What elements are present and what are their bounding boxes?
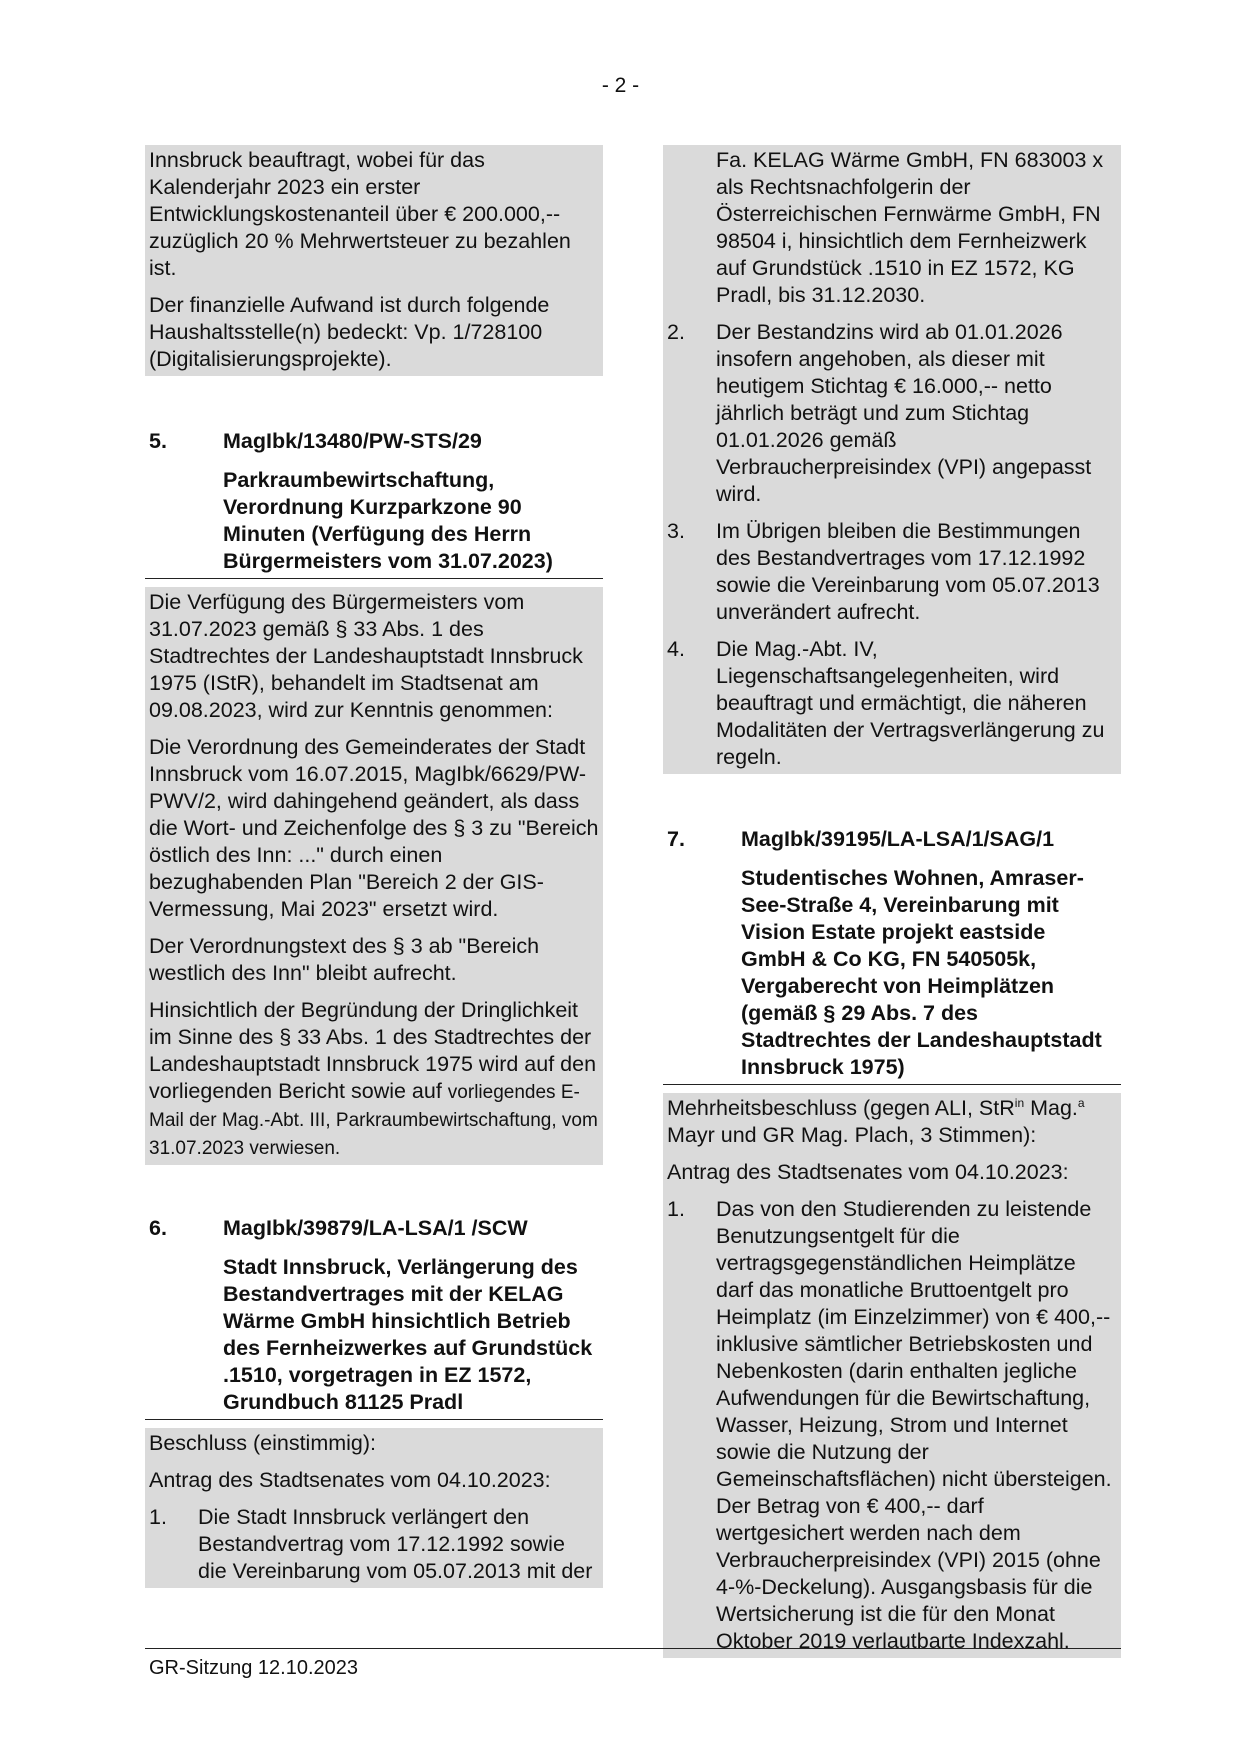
list-item <box>667 636 1117 771</box>
section-5-paragraph-3: Der Verordnungstext des § 3 ab "Bereich westlich des Inn" bleibt aufrecht. <box>149 934 540 985</box>
section-7-antrag: Antrag des Stadtsenates vom 04.10.2023: <box>667 1160 1069 1184</box>
section-6-box <box>145 1428 603 1588</box>
list-item-text: Das von den Studierenden zu leistende Benutzungsentgelt für die vertragsgegenständlichen Heimplätze darf das monatliche Bruttoentgelt pro Heimplatz (im Einzelzimmer) von € 400,-- inklusive sämtlicher Betriebskosten und Nebenkosten (darin enthalten jegliche Aufwendungen für die Bewirtschaftung, Wasser, Heizung, Strom und Internet sowie die Nutzung der Gemeinschaftsflächen) nicht übersteigen. Der Betrag von € 400,-- darf wertgesichert werden nach dem Verbraucherpreisindex (VPI) 2015 (ohne 4-%-Deckelung). Ausgangsbasis für die Wertsicherung ist die für den Monat Oktober 2019 verlautbarte Indexzahl. <box>716 1197 1112 1653</box>
section-5-paragraph-4 <box>149 997 599 1162</box>
section-6-title: Stadt Innsbruck, Verlängerung des Bestandvertrages mit der KELAG Wärme GmbH hinsichtlich Betrieb des Fernheizwerkes auf Grundstück .1510, vorgetragen in EZ 1572, Grundbuch 81125 Pradl <box>223 1255 593 1414</box>
section-7-heading <box>663 826 1121 1081</box>
section-5-paragraph-2: Die Verordnung des Gemeinderates der Stadt Innsbruck vom 16.07.2015, MagIbk/6629/PW-PWV/2, wird dahingehend geändert, als dass die Wort- und Zeichenfolge des § 3 zu "Bereich östlich des Inn: ..." durch einen bezughabenden Plan "Bereich 2 der GIS-Vermessung, Mai 2023" ersetzt wird. <box>149 735 599 921</box>
list-item-number: 1. <box>667 1197 685 1221</box>
list-item <box>667 518 1117 626</box>
list-item <box>667 319 1117 508</box>
intro-paragraph-1: Innsbruck beauftragt, wobei für das Kalenderjahr 2023 ein erster Entwicklungskostenanteil über € 200.000,-- zuzüglich 20 % Mehrwertsteuer zu bezahlen ist. <box>149 148 571 280</box>
list-item-text: Fa. KELAG Wärme GmbH, FN 683003 x als Rechtsnachfolgerin der Österreichischen Fernwärme GmbH, FN 98504 i, hinsichtlich dem Fernheizwerk auf Grundstück .1510 in EZ 1572, KG Pradl, bis 31.12.2030. <box>716 148 1104 307</box>
section-5-paragraph-1: Die Verfügung des Bürgermeisters vom 31.07.2023 gemäß § 33 Abs. 1 des Stadtrechtes der Landeshauptstadt Innsbruck 1975 (IStR), behandelt im Stadtsenat am 09.08.2023, wird zur Kenntnis genommen: <box>149 590 583 722</box>
section-6-number: 6. <box>149 1216 167 1240</box>
section-5-heading <box>145 428 603 575</box>
section-5-number: 5. <box>149 429 167 453</box>
right-column <box>663 145 1121 1658</box>
section-7-rule <box>663 1084 1121 1085</box>
list-item-continuation <box>667 147 1117 309</box>
list-item <box>149 1504 599 1585</box>
section-5-rule <box>145 578 603 579</box>
section-7-box <box>663 1093 1121 1658</box>
section-5-paragraph-4-reference: vorliegendes E-Mail der Mag.-Abt. III, Parkraumbewirtschaftung, vom 31.07.2023 verwiesen. <box>149 1082 598 1159</box>
section-6-rule <box>145 1419 603 1420</box>
section-6-antrag: Antrag des Stadtsenates vom 04.10.2023: <box>149 1468 551 1492</box>
list-item <box>667 1196 1117 1655</box>
section-7-number: 7. <box>667 827 685 851</box>
section-6-beschluss: Beschluss (einstimmig): <box>149 1431 376 1455</box>
list-item-text: Der Bestandzins wird ab 01.01.2026 insofern angehoben, als dieser mit heutigem Stichtag € 16.000,-- netto jährlich beträgt und zum Stichtag 01.01.2026 gemäß Verbraucherpreisindex (VPI) angepasst wird. <box>716 320 1092 506</box>
intro-paragraph-2: Der finanzielle Aufwand ist durch folgende Haushaltsstelle(n) bedeckt: Vp. 1/728100 (Digitalisierungsprojekte). <box>149 293 550 371</box>
list-item-number: 4. <box>667 637 685 661</box>
footer-text: GR-Sitzung 12.10.2023 <box>149 1657 359 1679</box>
intro-box <box>145 145 603 376</box>
section-6-heading <box>145 1215 603 1416</box>
section-7-mehrheitsbeschluss: Mehrheitsbeschluss (gegen ALI, StR$^{in}$ Mag.$^a$ Mayr und GR Mag. Plach, 3 Stimmen): <box>667 1095 1085 1147</box>
list-item-text: Die Stadt Innsbruck verlängert den Bestandvertrag vom 17.12.1992 sowie die Vereinbarung vom 05.07.2013 mit der <box>198 1505 593 1583</box>
left-column <box>145 145 603 1588</box>
section-7-code: MagIbk/39195/LA-LSA/1/SAG/1 <box>741 827 1055 851</box>
section-6-continuation-box <box>663 145 1121 774</box>
section-5-code: MagIbk/13480/PW-STS/29 <box>223 429 482 453</box>
list-item-number: 3. <box>667 519 685 543</box>
list-item-text: Im Übrigen bleiben die Bestimmungen des Bestandvertrages vom 17.12.1992 sowie die Vereinbarung vom 05.07.2013 unverändert aufrecht. <box>716 519 1100 624</box>
list-item-number: 2. <box>667 320 685 344</box>
list-item-text: Die Mag.-Abt. IV, Liegenschaftsangelegenheiten, wird beauftragt und ermächtigt, die näheren Modalitäten der Vertragsverlängerung zu regeln. <box>716 637 1105 769</box>
page-number: - 2 - <box>601 74 640 97</box>
section-6-code: MagIbk/39879/LA-LSA/1 /SCW <box>223 1216 528 1240</box>
footer-rule <box>145 1648 1121 1649</box>
list-item-number: 1. <box>149 1505 167 1529</box>
section-7-title: Studentisches Wohnen, Amraser-See-Straße 4, Vereinbarung mit Vision Estate projekt eastside GmbH & Co KG, FN 540505k, Vergaberecht von Heimplätzen (gemäß § 29 Abs. 7 des Stadtrechtes der Landeshauptstadt Innsbruck 1975) <box>741 866 1102 1079</box>
section-5-paragraph-4-text: Hinsichtlich der Begründung der Dringlichkeit im Sinne des § 33 Abs. 1 des Stadtrechtes der Landeshauptstadt Innsbruck 1975 wird auf den vorliegenden Bericht sowie auf <box>149 998 597 1103</box>
section-5-box <box>145 587 603 1165</box>
section-5-title: Parkraumbewirtschaftung, Verordnung Kurzparkzone 90 Minuten (Verfügung des Herrn Bürgermeisters vom 31.07.2023) <box>223 468 553 573</box>
